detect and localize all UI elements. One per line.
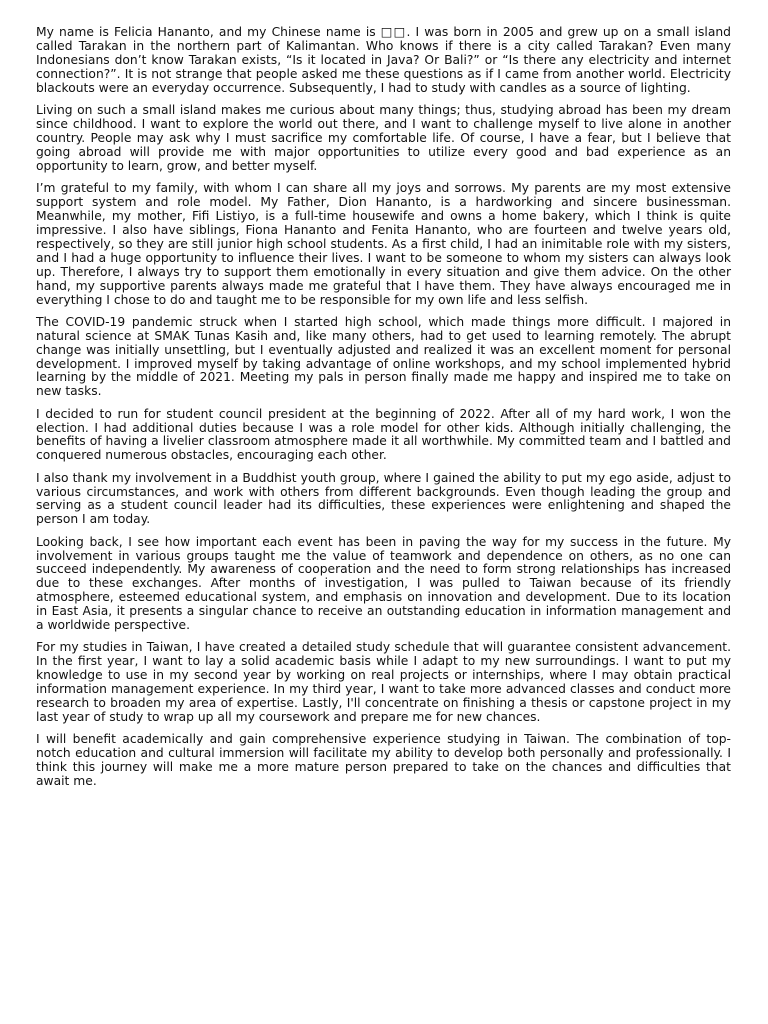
paragraph-student-council: I decided to run for student council president at the beginning of 2022. After all of my hard work, I won the election. I had additional duties because I was a role model for other kids. Although initially challenging, the benefits of having a livelier classroom atmosphere made it all worthwhile. My committed team and I battled and conquered numerous obstacles, encouraging each other.: [36, 406, 731, 463]
paragraph-dream-abroad: Living on such a small island makes me curious about many things; thus, studying abroad has been my dream since childhood. I want to explore the world out there, and I want to challenge myself to live alone in another country. People may ask why I must sacrifice my comfortable life. Of course, I have a fear, but I believe that going abroad will provide me with major opportunities to utilize every good and bad experience as an opportunity to learn, grow, and better myself.: [36, 102, 731, 173]
paragraph-looking-back: Looking back, I see how important each event has been in paving the way for my success in the future. My involvement in various groups taught me the value of teamwork and dependence on others, as no one can succeed independently. My awareness of cooperation and the need to form strong relationships has increased due to these exchanges. After months of investigation, I was pulled to Taiwan because of its friendly atmosphere, esteemed educational system, and emphasis on innovation and development. Due to its location in East Asia, it presents a singular chance to receive an outstanding education in information management and a worldwide perspective.: [36, 534, 731, 633]
paragraph-conclusion: I will benefit academically and gain comprehensive experience studying in Taiwan. The combination of top-notch education and cultural immersion will facilitate my ability to develop both personally and professionally. I think this journey will make me a more mature person prepared to take on the chances and difficulties that await me.: [36, 732, 731, 789]
paragraph-youth-group: I also thank my involvement in a Buddhist youth group, where I gained the ability to put my ego aside, adjust to various circumstances, and work with others from different backgrounds. Even though leading the group and serving as a student council leader had its difficulties, these experiences were enlightening and shaped the person I am today.: [36, 470, 731, 527]
paragraph-intro: My name is Felicia Hananto, and my Chinese name is □□. I was born in 2005 and grew up on a small island called Tarakan in the northern part of Kalimantan. Who knows if there is a city called Tarakan? Even many Indonesians don’t know Tarakan exists, “Is it located in Java? Or Bali?” or “Is there any electricity and internet connection?”. It is not strange that people asked me these questions as if I came from another world. Electricity blackouts were an everyday occurrence. Subsequently, I had to study with candles as a source of lighting.: [36, 25, 731, 95]
paragraph-family: I’m grateful to my family, with whom I can share all my joys and sorrows. My parents are my most extensive support system and role model. My Father, Dion Hananto, is a hardworking and sincere businessman. Meanwhile, my mother, Fifi Listiyo, is a full-time housewife and owns a home bakery, which I think is quite impressive. I also have siblings, Fiona Hananto and Fenita Hananto, who are fourteen and twelve years old, respectively, so they are still junior high school students. As a first child, I had an inimitable role with my sisters, and I had a huge opportunity to influence their lives. I want to be someone to whom my sisters can always look up. Therefore, I always try to support them emotionally in every situation and give them advice. On the other hand, my supportive parents always made me grateful that I have them. They have always encouraged me in everything I chose to do and taught me to be responsible for my own life and less selfish.: [36, 180, 731, 307]
paragraph-study-plan: For my studies in Taiwan, I have created a detailed study schedule that will guarantee consistent advancement. In the first year, I want to lay a solid academic basis while I adapt to my new surroundings. I want to put my knowledge to use in my second year by working on real projects or internships, where I may obtain practical information management experience. In my third year, I want to take more advanced classes and conduct more research to broaden my area of expertise. Lastly, I'll concentrate on finishing a thesis or capstone project in my last year of study to wrap up all my coursework and prepare me for new chances.: [36, 640, 731, 725]
document-body: [36, 26, 731, 797]
paragraph-covid: The COVID-19 pandemic struck when I started high school, which made things more difficult. I majored in natural science at SMAK Tunas Kasih and, like many others, had to get used to learning remotely. The abrupt change was initially unsettling, but I eventually adjusted and realized it was an excellent moment for personal development. I improved myself by taking advantage of online workshops, and my school implemented hybrid learning by the middle of 2021. Meeting my pals in person finally made me happy and inspired me to take on new tasks.: [36, 314, 731, 399]
